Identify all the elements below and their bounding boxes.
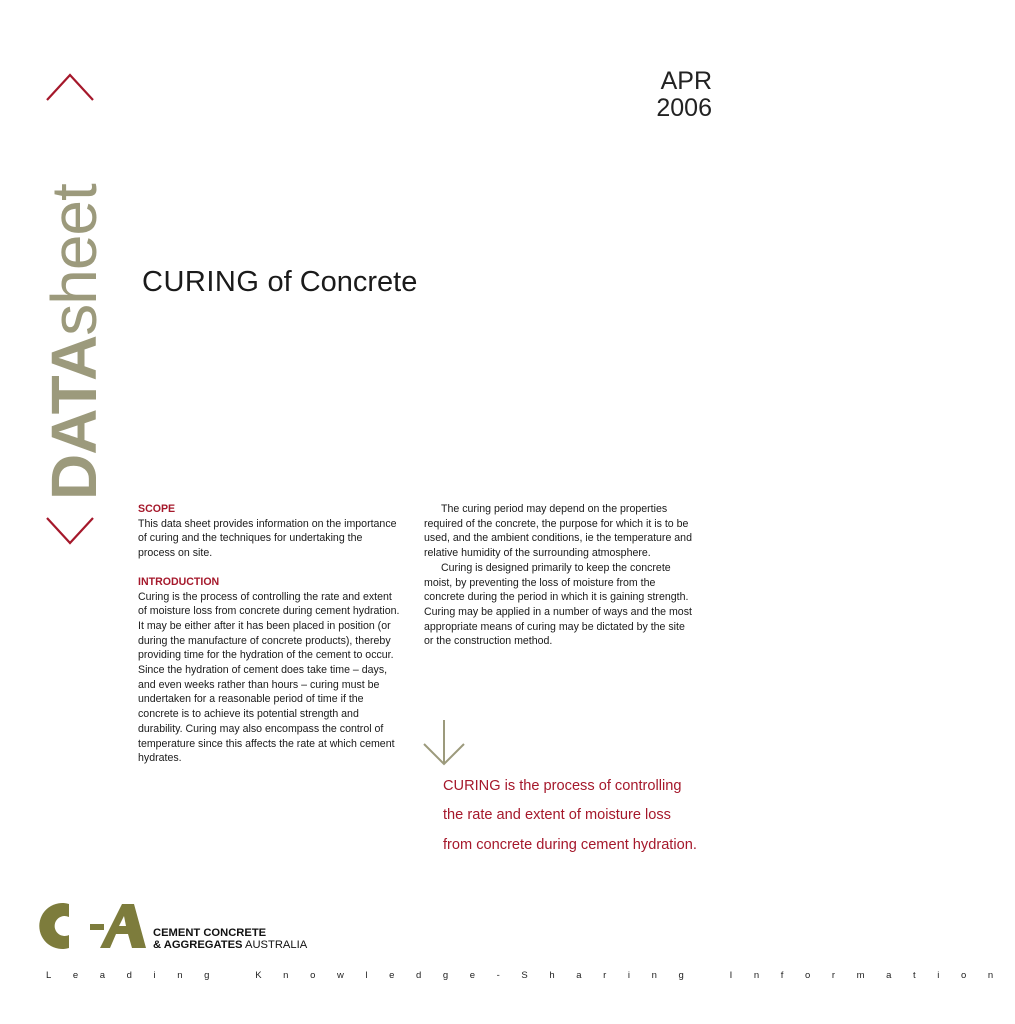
- chevron-up-icon: [44, 72, 96, 102]
- title-strong: CURING: [142, 266, 260, 298]
- org-line-2-bold: & AGGREGATES: [153, 939, 243, 951]
- left-column: [138, 502, 400, 766]
- introduction-text: Curing is the process of controlling the rate and extent of moisture loss from concrete during cement hydration. It may be either after it has been placed in position (or during the manufacture of concrete products), thereby providing time for the hydration of the cement to occur. Since the hydration of cement does take time – days, and even weeks rather than hours – curing must be undertaken for a reasonable period of time if the concrete is to achieve its potential strength and durability. Curing may also encompass the control of temperature since this affects the rate at which cement hydrates.: [138, 590, 400, 765]
- tagline: Leading Knowledge-Sharing Information: [46, 970, 1015, 981]
- banner-bold-part: DATA: [38, 335, 110, 500]
- issue-year: 2006: [656, 94, 712, 122]
- pull-quote: CURING is the process of controlling the rate and extent of moisture loss from concrete during cement hydration.: [443, 778, 697, 853]
- datasheet-banner: [38, 184, 110, 500]
- org-line-1: CEMENT CONCRETE: [153, 927, 267, 939]
- right-column: [424, 502, 696, 649]
- scope-heading: SCOPE: [138, 503, 176, 515]
- page-title: [142, 266, 417, 299]
- organisation-name: [153, 927, 307, 951]
- ccaa-logo-icon: [44, 902, 148, 950]
- curing-period-paragraph: The curing period may depend on the properties required of the concrete, the purpose for which it is to be used, and the ambient conditions, ie the temperature and relative humidity of the surrounding atmosphere.: [424, 503, 692, 560]
- banner-light-part: sheet: [38, 184, 110, 336]
- introduction-heading: INTRODUCTION: [138, 575, 220, 588]
- org-line-2-rest: AUSTRALIA: [242, 939, 308, 951]
- scope-text: This data sheet provides information on the importance of curing and the techniques for undertaking the process on site.: [138, 517, 397, 560]
- title-rest: of Concrete: [259, 266, 418, 298]
- issue-month: APR: [660, 67, 712, 95]
- issue-date: [656, 68, 712, 122]
- curing-design-paragraph: Curing is designed primarily to keep the concrete moist, by preventing the loss of moisture from the concrete during the period in which it is gaining strength. Curing may be applied in a number of ways and the most appropriate means of curing may be dictated by the site or the construction method.: [424, 561, 692, 648]
- down-arrow-icon: [420, 718, 468, 768]
- chevron-down-icon: [44, 516, 96, 546]
